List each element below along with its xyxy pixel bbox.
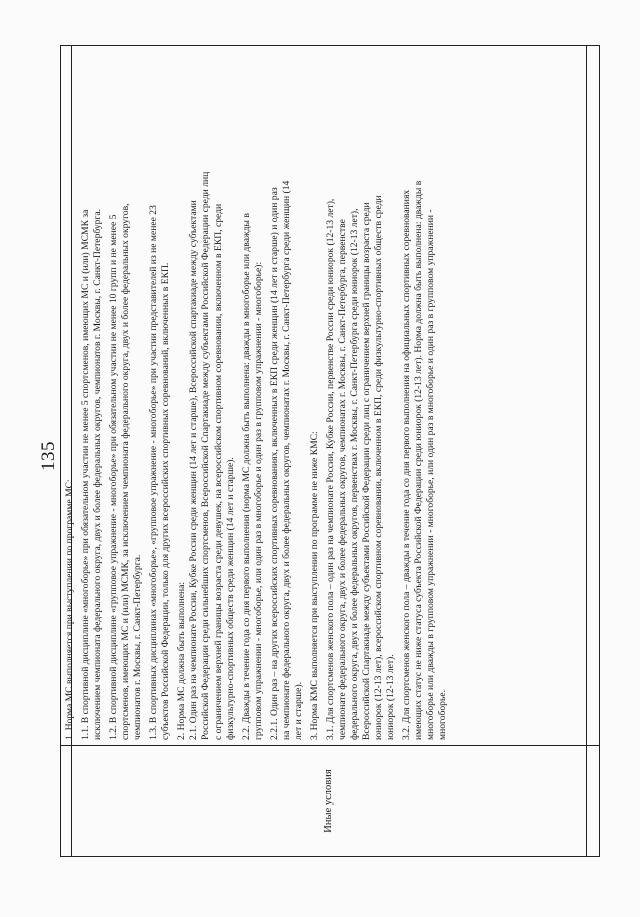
text-line: многоборье. (437, 689, 449, 740)
conditions-table (60, 45, 600, 857)
row-divider-bottom (586, 46, 587, 856)
text-line: 1.3. В спортивных дисциплинах «многоборье», «групповое упражнение - многоборье» при участии представителей из не менее 23 (148, 205, 160, 740)
text-line: с ограничением верхней границы возраста среди девушек, на всероссийском спортивном соревновании, включенном в ЕКП, среди (212, 203, 224, 740)
conditions-text (64, 50, 449, 740)
row-label: Иные условия (323, 769, 334, 833)
page-number: 135 (38, 441, 59, 471)
text-line: 3.1. Для спортсменов женского пола – один раз на чемпионате России, Кубке России, первенстве России среди юниорок (12-13 лет), (324, 198, 336, 740)
text-line: физкультурно-спортивных обществ среди женщин (14 лет и старше). (224, 457, 236, 740)
text-line: юниорок (12-13 лет), всероссийском спортивном соревновании, включенном в ЕКП, среди физкультурно-спортивных обществ среди (373, 195, 385, 740)
text-line: федерального округа, двух и более федеральных округов, первенствах г. Москвы, г. Санкт-Петербурга среди юниорок (12-13 лет), (348, 208, 360, 740)
text-line: Российской Федерации среди сильнейших спортсменов, Всероссийской Спартакиаде между субъектами Российской Федерации среди лиц (200, 171, 212, 740)
text-line: 1. Норма МС выполняется при выступлении по программе МС: (64, 479, 75, 740)
text-line: 2.2. Дважды в течение года со дня первого выполнения (норма МС должна быть выполнена: дважды в многоборье или дважды в (240, 213, 252, 740)
text-line: лет и старше). (292, 681, 304, 740)
text-line: чемпионате федерального округа, двух и более федеральных округов, чемпионатах г. Москвы, г. Санкт-Петербурга, первенстве (336, 219, 348, 740)
text-line: 2.2.1. Один раз – на других всероссийских спортивных соревнованиях, включенных в ЕКП среди женщин (14 лет и старше) и один раз (268, 187, 280, 740)
text-line: имеющих статус не ниже статуса субъекта Российской Федерации среди юниорок (12-13 лет). Норма должна быть выполнена: дважды в (413, 180, 425, 740)
text-line: на чемпионате федерального округа, двух и более федеральных округов, чемпионатах г. Москвы, г. Санкт-Петербурга среди женщин (14 (280, 180, 292, 740)
text-line: 1.2. В спортивной дисциплине «групповое упражнение - многоборье» при обязательном участии не менее 10 групп и не менее 5 (108, 214, 120, 740)
text-line: спортсменов, имеющих МС и (или) МСМК, за исключением чемпионата федерального округа, двух и более федеральных округов, (120, 203, 132, 740)
text-line: Всероссийской Спартакиаде между субъектами Российской Федерации среди лиц с ограничением верхней границы возраста среди (361, 202, 373, 740)
text-line: 3.2. Для спортсменов женского пола – дважды в течение года со дня первого выполнения на официальных спортивных соревнованиях (401, 189, 413, 740)
text-line: 2. Норма МС должна быть выполнена: (176, 581, 188, 740)
text-line: многоборье или дважды в групповом упражнении - многоборье, или один раз в многоборье и один раз в групповом упражнении - (425, 209, 437, 740)
text-line: 2.1. Один раз на чемпионате России, Кубке России среди женщин (14 лет и старше), Всероссийской спартакиаде между субъектами (188, 200, 200, 740)
text-line: 1.1. В спортивной дисциплине «многоборье» при обязательном участии не менее 5 спортсменов, имеющих МС и (или) МСМК за (80, 209, 92, 740)
text-line: юниорок (12-13 лет). (385, 654, 397, 740)
text-line: чемпионатов г. Москвы, г. Санкт-Петербурга. (132, 554, 144, 740)
text-line: групповом упражнении - многоборье, или один раз в многоборье и один раз в групповом упражнении - многоборье): (252, 261, 264, 740)
text-line: субъектов Российской Федерации, только для других всероссийских спортивных соревнований, включенных в ЕКП. (160, 262, 172, 740)
text-line: 3. Норма КМС выполняется при выступлении по программе не ниже КМС: (308, 431, 320, 740)
text-line: исключением чемпионата федерального округа, двух и более федеральных округов, чемпионатов г. Москвы, г. Санкт-Петербурга. (92, 208, 104, 740)
rotated-page-content (20, 20, 620, 897)
